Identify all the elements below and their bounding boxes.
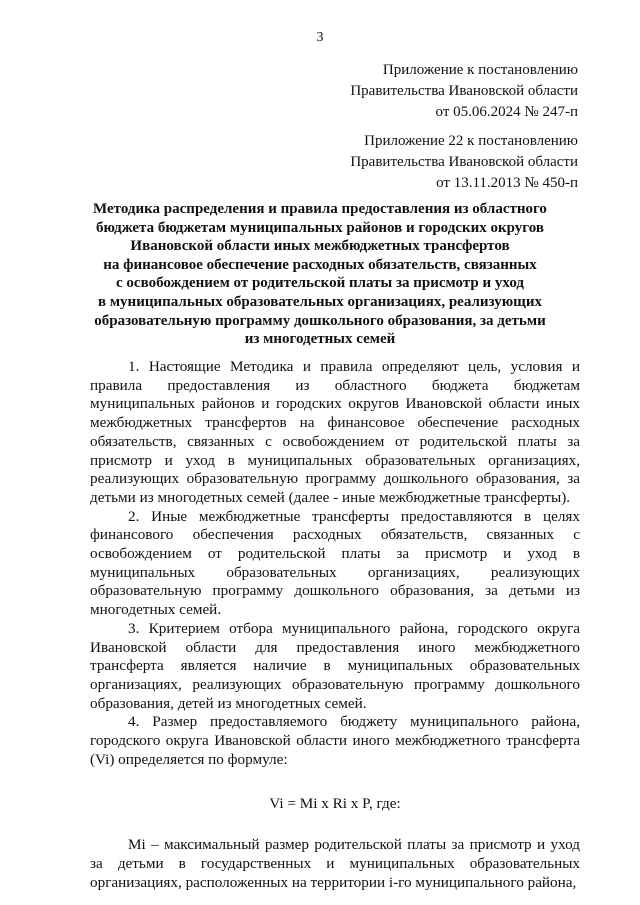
title-line: на финансовое обеспечение расходных обязательств, связанных: [103, 256, 537, 273]
title-line: Методика распределения и правила предоставления из областного: [93, 201, 547, 217]
appendix-header-original: [350, 131, 578, 194]
title-line: в муниципальных образовательных организациях, реализующих: [97, 293, 542, 310]
title-line: бюджета бюджетам муниципальных районов и городских округов: [96, 219, 544, 236]
appendix-line: от 05.06.2024 № 247-п: [435, 104, 578, 120]
title-line: с освобождением от родительской платы за присмотр и уход: [116, 275, 524, 292]
definition-paragraph: Mi – максимальный размер родительской платы за присмотр и уход за детьми в государственных и муниципальных образовательных организациях, расположенных на территории i-го муниципального района,: [90, 836, 580, 891]
paragraph-1: 1. Настоящие Методика и правила определяют цель, условия и правила предоставления из областного бюджета бюджетам муниципальных районов и городских округов Ивановской области иных межбюджетных трансфертов на финансовое обеспечение расходных обязательств, связанных с освобождением от родительской платы за присмотр и уход в муниципальных образовательных организациях, реализующих образовательную программу дошкольного образования, за детьми из многодетных семей (далее - иные межбюджетные трансферты).: [90, 358, 580, 506]
appendix-line: Приложение 22 к постановлению: [364, 133, 578, 149]
title-line: Ивановской области иных межбюджетных трансфертов: [130, 238, 510, 255]
paragraph-4: 4. Размер предоставляемого бюджету муниципального района, городского округа Ивановской области иного межбюджетного трансферта (Vi) определяется по формуле:: [90, 713, 580, 768]
page-number: 3: [316, 30, 324, 45]
document-body: [90, 358, 580, 892]
appendix-line: Правительства Ивановской области: [350, 154, 578, 170]
appendix-header-current: [350, 60, 578, 123]
paragraph-2: 2. Иные межбюджетные трансферты предоставляются в целях финансового обеспечения расходных обязательств, связанных с освобождением от родительской платы за присмотр и уход в муниципальных образовательных организациях, реализующих образовательную программу дошкольного образования, за детьми из многодетных семей.: [90, 507, 580, 619]
paragraph-3: 3. Критерием отбора муниципального района, городского округа Ивановской области для предоставления иного межбюджетного трансферта является наличие в муниципальных образовательных организациях, реализующих образовательную программу дошкольного образования, детей из многодетных семей.: [90, 619, 580, 712]
appendix-line: Приложение к постановлению: [382, 62, 578, 78]
title-line: из многодетных семей: [244, 331, 396, 348]
formula: Vi = Mi x Ri x P, где:: [269, 795, 401, 813]
document-title: [80, 200, 560, 349]
appendix-line: от 13.11.2013 № 450-п: [436, 175, 578, 191]
appendix-line: Правительства Ивановской области: [350, 83, 578, 99]
title-line: образовательную программу дошкольного образования, за детьми: [94, 312, 546, 329]
